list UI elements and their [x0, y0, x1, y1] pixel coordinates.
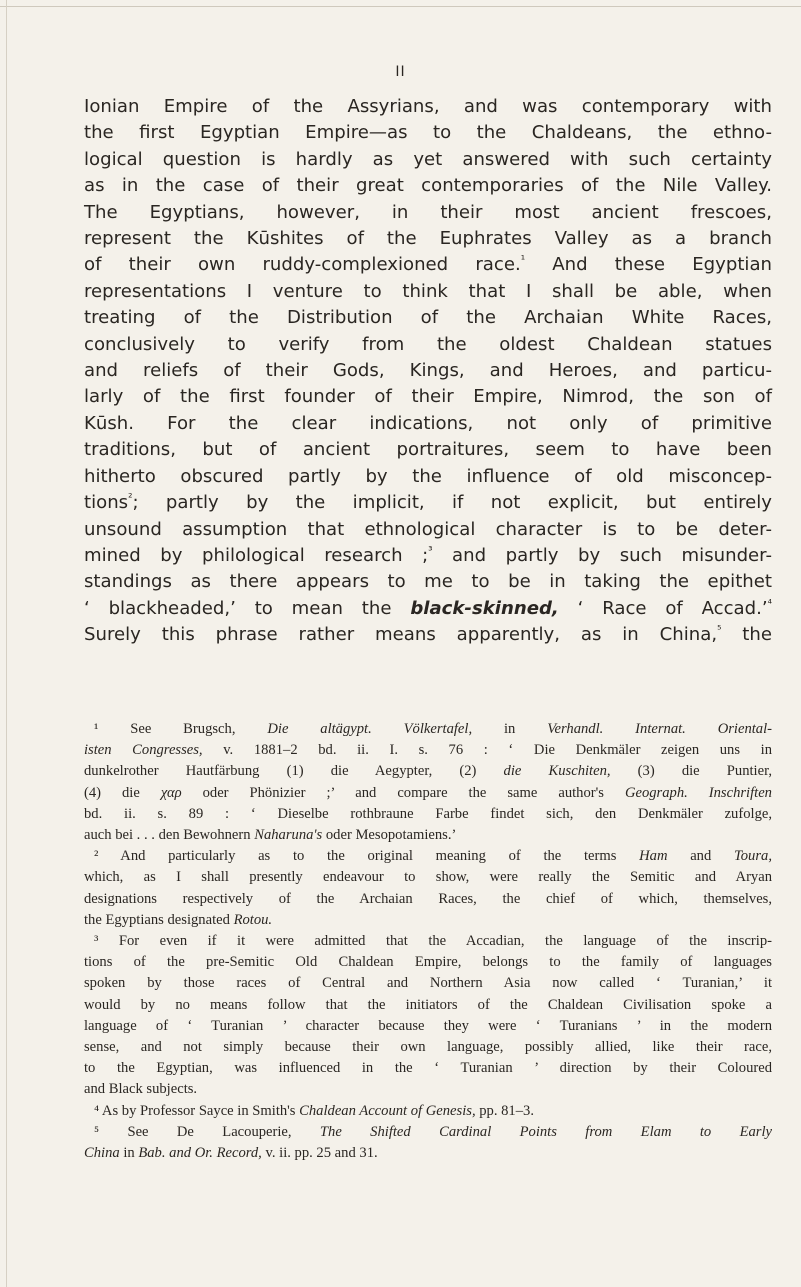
footnote-line: would by no means follow that the initiators of the Chaldean Civilisation spoke a: [84, 996, 772, 1013]
footnote-line: the Egyptians designated Rotou.: [84, 911, 273, 928]
body-line: tions$^{^2}$; partly by the implicit, if not explicit, but entirely: [84, 491, 772, 514]
footnote-line: to the Egyptian, was influenced in the ‘ Turanian ’ direction by their Coloured: [84, 1060, 772, 1077]
footnote-line: bd. ii. s. 89 : ‘ Dieselbe rothbraune Farbe findet sich, den Denkmäler zufolge,: [84, 805, 772, 822]
footnote-line: ⁵ See De Lacouperie, The Shifted Cardinal Points from Elam to Early: [94, 1123, 772, 1140]
footnote-line: which, as I shall presently endeavour to show, were really the Semitic and Aryan: [84, 869, 772, 886]
footnote-line: spoken by those races of Central and Northern Asia now called ‘ Turanian,’ it: [84, 975, 772, 992]
footnotes: [84, 719, 772, 1164]
footnote-line: auch bei . . . den Bewohnern Naharuna's oder Mesopotamiens.’: [84, 827, 457, 844]
body-line: logical question is hardly as yet answered with such certainty: [84, 148, 772, 170]
page-number: II: [395, 64, 406, 80]
body-line: Kūsh. For the clear indications, not only of primitive: [84, 412, 772, 434]
body-line: Ionian Empire of the Assyrians, and was contemporary with: [84, 96, 772, 117]
body-line: mined by philological research ;$^{^3}$ and partly by such misunder-: [84, 543, 772, 566]
body-line: larly of the first founder of their Empire, Nimrod, the son of: [84, 386, 772, 408]
footnote-ref: ⁴: [767, 596, 772, 610]
body-line: The Egyptians, however, in their most ancient frescoes,: [84, 201, 772, 223]
body-line: as in the case of their great contemporaries of the Nile Valley.: [84, 175, 772, 197]
footnote-line: China in Bab. and Or. Record, v. ii. pp. 25 and 31.: [84, 1145, 378, 1162]
footnote-ref: ²: [128, 491, 133, 505]
body-line: hitherto obscured partly by the influence of old misconcep-: [84, 465, 772, 487]
footnote-line: sense, and not simply because their own language, possibly allied, like their race,: [84, 1039, 772, 1056]
footnote-line: ⁴ As by Professor Sayce in Smith's Chaldean Account of Genesis, pp. 81–3.: [94, 1102, 534, 1119]
footnote-line: isten Congresses, v. 1881–2 bd. ii. I. s. 76 : ‘ Die Denkmäler zeigen uns in: [84, 742, 772, 759]
footnote-line: (4) die χαρ oder Phönizier ;’ and compare the same author's Geograph. Inschriften: [84, 784, 772, 801]
footnote-line: ¹ See Brugsch, Die altägypt. Völkertafel, in Verhandl. Internat. Oriental-: [94, 721, 773, 737]
footnote-ref: ⁵: [717, 623, 722, 637]
footnote-line: designations respectively of the Archaian Races, the chief of which, themselves,: [84, 890, 772, 907]
footnote-line: ² And particularly as to the original meaning of the terms Ham and Toura,: [94, 848, 772, 865]
body-line: and reliefs of their Gods, Kings, and Heroes, and particu-: [84, 360, 772, 382]
footnote-ref: ³: [428, 543, 433, 557]
body-line: traditions, but of ancient portraitures, seem to have been: [84, 439, 772, 461]
footnote-ref: ¹: [520, 253, 526, 267]
page-left-edge: [6, 0, 7, 1287]
body-line: Surely this phrase rather means apparently, as in China,$^{^5}$ the: [84, 623, 772, 646]
body-line: standings as there appears to me to be in taking the epithet: [84, 571, 772, 593]
footnote-line: dunkelrother Hautfärbung (1) die Aegypter, (2) die Kuschiten, (3) die Puntier,: [84, 763, 772, 780]
footnote-line: language of ‘ Turanian ’ character because they were ‘ Turanians ’ in the modern: [84, 1017, 772, 1034]
footnote-line: and Black subjects.: [84, 1081, 198, 1098]
body-line: conclusively to verify from the oldest Chaldean statues: [84, 333, 772, 355]
footnote-line: ³ For even if it were admitted that the Accadian, the language of the inscrip-: [94, 933, 772, 950]
footnote-line: tions of the pre-Semitic Old Chaldean Empire, belongs to the family of languages: [84, 954, 772, 971]
body-line: represent the Kūshites of the Euphrates Valley as a branch: [84, 228, 772, 250]
body-line: of their own ruddy-complexioned race.$^{^1}$ And these Egyptian: [84, 253, 772, 276]
body-line: unsound assumption that ethnological character is to be deter-: [84, 518, 772, 540]
body-line: the first Egyptian Empire—as to the Chaldeans, the ethno-: [84, 122, 772, 144]
body-line: representations I venture to think that I shall be able, when: [84, 280, 772, 302]
body-text: [84, 94, 772, 649]
page-top-edge: [0, 0, 801, 7]
body-line: ‘ blackheaded,’ to mean the black-skinned, ‘ Race of Accad.’$^{^4}$: [84, 596, 772, 619]
body-line: treating of the Distribution of the Archaian White Races,: [84, 307, 772, 329]
